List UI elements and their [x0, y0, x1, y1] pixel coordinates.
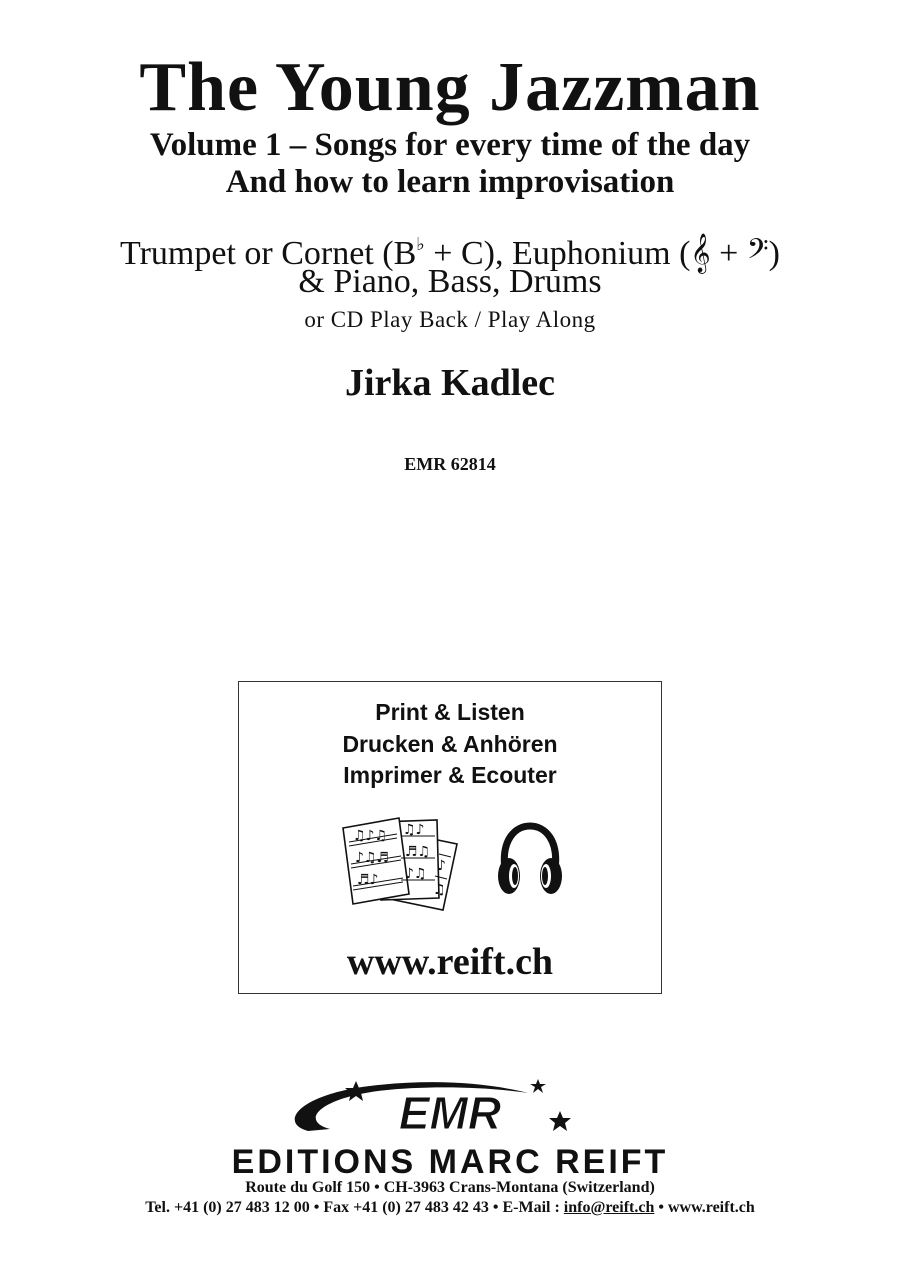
- instrumentation-text-a: Trumpet or Cornet (B: [120, 235, 417, 272]
- print-listen-box: [238, 681, 662, 994]
- emr-logo: [238, 1075, 662, 1145]
- plus-sign: +: [710, 235, 747, 272]
- email-link[interactable]: info@reift.ch: [563, 1199, 655, 1216]
- svg-text:♫♪: ♫♪: [403, 822, 425, 838]
- publisher-name: EDITIONS MARC REIFT: [231, 1143, 669, 1181]
- promo-line-french: Imprimer & Ecouter: [343, 762, 557, 788]
- treble-clef-icon: 𝄞: [690, 235, 711, 272]
- subtitle-volume: Volume 1 – Songs for every time of the day: [149, 127, 751, 163]
- contact-phone-fax: Tel. +41 (0) 27 483 12 00 • Fax +41 (0) 27 483 42 43 • E-Mail :: [145, 1199, 564, 1216]
- catalog-number: EMR 62814: [404, 454, 496, 474]
- svg-text:♫: ♫: [433, 882, 446, 898]
- svg-text:♪♫♬: ♪♫♬: [355, 850, 390, 866]
- instrumentation-line-3: or CD Play Back / Play Along: [304, 307, 596, 332]
- svg-text:♬♫: ♬♫: [405, 844, 431, 860]
- instrumentation-text-b: + C), Euphonium (: [424, 235, 691, 272]
- flat-sign: ♭: [416, 234, 425, 254]
- subtitle-improvisation: And how to learn improvisation: [225, 164, 675, 200]
- contact-website[interactable]: • www.reift.ch: [654, 1199, 755, 1216]
- composer-name: Jirka Kadlec: [344, 362, 556, 404]
- headphones-icon: [495, 820, 565, 900]
- page-title: The Young Jazzman: [139, 49, 761, 126]
- svg-text:♫♪♫: ♫♪♫: [353, 828, 388, 844]
- promo-line-english: Print & Listen: [375, 699, 525, 725]
- publisher-address: Route du Golf 150 • CH-3963 Crans-Montana (Switzerland): [245, 1179, 655, 1196]
- emr-logo-text: EMR: [398, 1087, 502, 1139]
- bass-clef-icon: 𝄢: [746, 235, 769, 272]
- svg-text:♪: ♪: [437, 858, 446, 874]
- svg-text:♬♪: ♬♪: [357, 872, 379, 888]
- promo-url[interactable]: www.reift.ch: [346, 941, 554, 983]
- instrumentation-text-c: ): [768, 235, 780, 272]
- instrumentation-line-2: & Piano, Bass, Drums: [298, 263, 602, 300]
- publisher-contact: [0, 1198, 900, 1218]
- promo-line-german: Drucken & Anhören: [342, 731, 558, 757]
- svg-text:♪♫: ♪♫: [405, 866, 427, 882]
- sheet-music-icon: [339, 814, 469, 914]
